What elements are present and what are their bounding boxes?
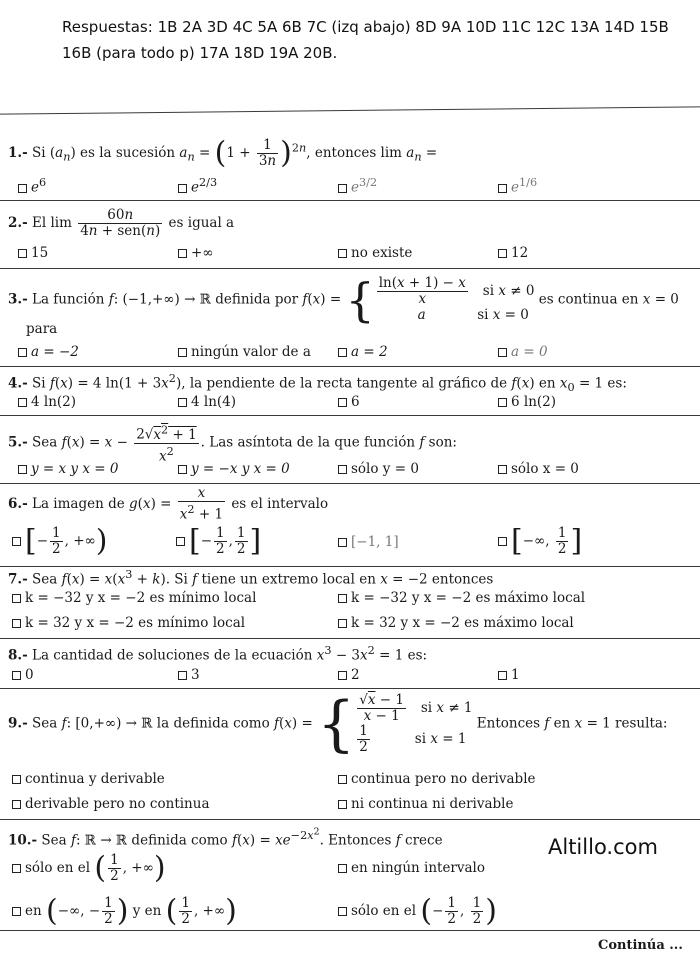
checkbox[interactable] bbox=[498, 398, 507, 407]
watermark: Altillo.com bbox=[548, 835, 658, 859]
checkbox[interactable] bbox=[18, 465, 27, 474]
checkbox[interactable] bbox=[338, 864, 347, 873]
checkbox[interactable] bbox=[498, 184, 507, 193]
checkbox[interactable] bbox=[18, 184, 27, 193]
q6-option-c[interactable]: [−1, 1] bbox=[338, 534, 399, 550]
checkbox[interactable] bbox=[12, 864, 21, 873]
q8-option-a[interactable]: 0 bbox=[12, 667, 34, 683]
checkbox[interactable] bbox=[338, 775, 347, 784]
q10-option-a[interactable]: sólo en el ( $\frac{1}{2}$ , +∞) bbox=[12, 853, 166, 884]
answer-key: Respuestas: 1B 2A 3D 4C 5A 6B 7C (izq abajo) 8D 9A 10D 11C 12C 13A 14D 15B 16B (para todo p) 17A 18D 19A 20B. bbox=[62, 18, 669, 62]
checkbox[interactable] bbox=[12, 537, 21, 546]
divider bbox=[0, 366, 700, 367]
divider bbox=[0, 930, 700, 931]
q3-option-d[interactable]: a = 0 bbox=[498, 344, 548, 360]
q8-option-b[interactable]: 3 bbox=[178, 667, 200, 683]
checkbox[interactable] bbox=[338, 398, 347, 407]
q7-option-c[interactable]: k = 32 y x = −2 es mínimo local bbox=[12, 615, 245, 631]
question-3-cont: para bbox=[26, 321, 58, 337]
checkbox[interactable] bbox=[12, 594, 21, 603]
checkbox[interactable] bbox=[338, 594, 347, 603]
checkbox[interactable] bbox=[338, 249, 347, 258]
question-3: 3.- La función f: (−1,+∞) → ℝ definida por f(x) = { $\frac{\ln(x + 1) - x}{x}$ si x ≠ 0 a si x = 0 es continua en x = 0 bbox=[8, 273, 679, 327]
divider bbox=[0, 200, 700, 201]
checkbox[interactable] bbox=[12, 775, 21, 784]
q9-option-d[interactable]: ni continua ni derivable bbox=[338, 796, 514, 812]
checkbox[interactable] bbox=[18, 398, 27, 407]
checkbox[interactable] bbox=[178, 671, 187, 680]
q10-option-b[interactable]: en ningún intervalo bbox=[338, 860, 485, 876]
q7-option-a[interactable]: k = −32 y x = −2 es mínimo local bbox=[12, 590, 256, 606]
question-10: 10.- Sea f: ℝ → ℝ definida como $f(x) = xe^{-2x^2}$. Entonces f crece bbox=[8, 826, 443, 849]
q2-option-d[interactable]: 12 bbox=[498, 245, 528, 261]
divider bbox=[0, 415, 700, 416]
question-9: 9.- Sea f: [0,+∞) → ℝ la definida como f(x) = { $\frac{√x - 1}{x - 1}$ si x ≠ 1 $\frac{1}{2}$ si x = 1 Entonces f en x = 1 resulta: bbox=[8, 689, 668, 759]
q5-option-a[interactable]: y = x y x = 0 bbox=[18, 461, 118, 477]
q3-option-b[interactable]: ningún valor de a bbox=[178, 344, 311, 360]
checkbox[interactable] bbox=[18, 249, 27, 258]
question-1: 1.- Si $(a_n)$ es la sucesión $a_n = (1$ + $\frac{1}{3n}$ )$^{2n}$, entonces $\lim a_n$ = bbox=[8, 135, 438, 171]
question-7: 7.- Sea $f(x) = x(x^3 + k)$. Si f tiene un extremo local en x = −2 entonces bbox=[8, 568, 494, 588]
q2-option-a[interactable]: 15 bbox=[18, 245, 48, 261]
exam-sheet bbox=[0, 108, 700, 959]
q1-option-b[interactable]: $e^{2/3}$ bbox=[178, 176, 217, 196]
q4-option-c[interactable]: 6 bbox=[338, 394, 360, 410]
q5-option-c[interactable]: sólo y = 0 bbox=[338, 461, 419, 477]
checkbox[interactable] bbox=[498, 671, 507, 680]
question-8: 8.- La cantidad de soluciones de la ecuación $x^3 - 3x^2 = 1$ es: bbox=[8, 644, 428, 664]
q5-option-b[interactable]: y = −x y x = 0 bbox=[178, 461, 290, 477]
checkbox[interactable] bbox=[498, 249, 507, 258]
q8-option-d[interactable]: 1 bbox=[498, 667, 520, 683]
checkbox[interactable] bbox=[338, 619, 347, 628]
checkbox[interactable] bbox=[12, 800, 21, 809]
q10-option-d[interactable]: sólo en el (− $\frac{1}{2}$ , $\frac{1}{2}$ ) bbox=[338, 896, 497, 927]
q3-option-c[interactable]: a = 2 bbox=[338, 344, 388, 360]
q7-option-d[interactable]: k = 32 y x = −2 es máximo local bbox=[338, 615, 574, 631]
q10-option-c[interactable]: en (−∞, − $\frac{1}{2}$ ) y en ( $\frac{1}{2}$ , +∞) bbox=[12, 896, 237, 927]
checkbox[interactable] bbox=[498, 465, 507, 474]
checkbox[interactable] bbox=[178, 465, 187, 474]
q6-option-d[interactable]: [−∞, $\frac{1}{2}$ ] bbox=[498, 526, 582, 557]
checkbox[interactable] bbox=[338, 538, 347, 547]
q7-option-b[interactable]: k = −32 y x = −2 es máximo local bbox=[338, 590, 585, 606]
checkbox[interactable] bbox=[498, 348, 507, 357]
q9-option-c[interactable]: derivable pero no continua bbox=[12, 796, 210, 812]
checkbox[interactable] bbox=[178, 249, 187, 258]
question-5: 5.- Sea f(x) = x − $\frac{2√x^2 + 1}{x^2}$ . Las asíntota de la que función f son: bbox=[8, 423, 457, 464]
q1-option-c[interactable]: $e^{3/2}$ bbox=[338, 176, 377, 196]
checkbox[interactable] bbox=[338, 465, 347, 474]
q9-option-b[interactable]: continua pero no derivable bbox=[338, 771, 536, 787]
checkbox[interactable] bbox=[338, 800, 347, 809]
q5-option-d[interactable]: sólo x = 0 bbox=[498, 461, 579, 477]
divider bbox=[0, 566, 700, 567]
checkbox[interactable] bbox=[12, 619, 21, 628]
checkbox[interactable] bbox=[338, 907, 347, 916]
question-2: 2.- El lim $\frac{60n}{\text{4n + sen(n)}}$ es igual a bbox=[8, 207, 235, 239]
q2-option-b[interactable]: +∞ bbox=[178, 245, 214, 261]
divider bbox=[0, 638, 700, 639]
question-4: 4.- Si f(x) = 4 $\ln(1 + 3x^2)$, la pendiente de la recta tangente al gráfico de f(x) en $x_0 = 1$ es: bbox=[8, 372, 627, 395]
divider bbox=[0, 268, 700, 269]
checkbox[interactable] bbox=[338, 671, 347, 680]
checkbox[interactable] bbox=[338, 348, 347, 357]
checkbox[interactable] bbox=[178, 184, 187, 193]
checkbox[interactable] bbox=[12, 671, 21, 680]
checkbox[interactable] bbox=[18, 348, 27, 357]
q4-option-b[interactable]: 4 ln(4) bbox=[178, 394, 236, 410]
checkbox[interactable] bbox=[12, 907, 21, 916]
q3-option-a[interactable]: a = −2 bbox=[18, 344, 79, 360]
q8-option-c[interactable]: 2 bbox=[338, 667, 360, 683]
divider bbox=[0, 819, 700, 820]
checkbox[interactable] bbox=[176, 537, 185, 546]
divider bbox=[0, 106, 700, 114]
checkbox[interactable] bbox=[178, 348, 187, 357]
q4-option-a[interactable]: 4 ln(2) bbox=[18, 394, 76, 410]
checkbox[interactable] bbox=[498, 537, 507, 546]
q1-option-a[interactable]: $e^6$ bbox=[18, 176, 46, 196]
checkbox[interactable] bbox=[178, 398, 187, 407]
question-6: 6.- La imagen de g(x) = $\frac{x}{x^2 + 1}$ es el intervalo bbox=[8, 485, 329, 523]
q1-option-d[interactable]: $e^{1/6}$ bbox=[498, 176, 537, 196]
q6-option-b[interactable]: [− $\frac{1}{2}$ , $\frac{1}{2}$ ] bbox=[176, 526, 261, 557]
checkbox[interactable] bbox=[338, 184, 347, 193]
divider bbox=[0, 483, 700, 484]
q4-option-d[interactable]: 6 ln(2) bbox=[498, 394, 556, 410]
q2-option-c[interactable]: no existe bbox=[338, 245, 412, 261]
q9-option-a[interactable]: continua y derivable bbox=[12, 771, 165, 787]
continue-label: Continúa ... bbox=[598, 938, 683, 953]
q6-option-a[interactable]: [− $\frac{1}{2}$ , +∞) bbox=[12, 526, 107, 557]
